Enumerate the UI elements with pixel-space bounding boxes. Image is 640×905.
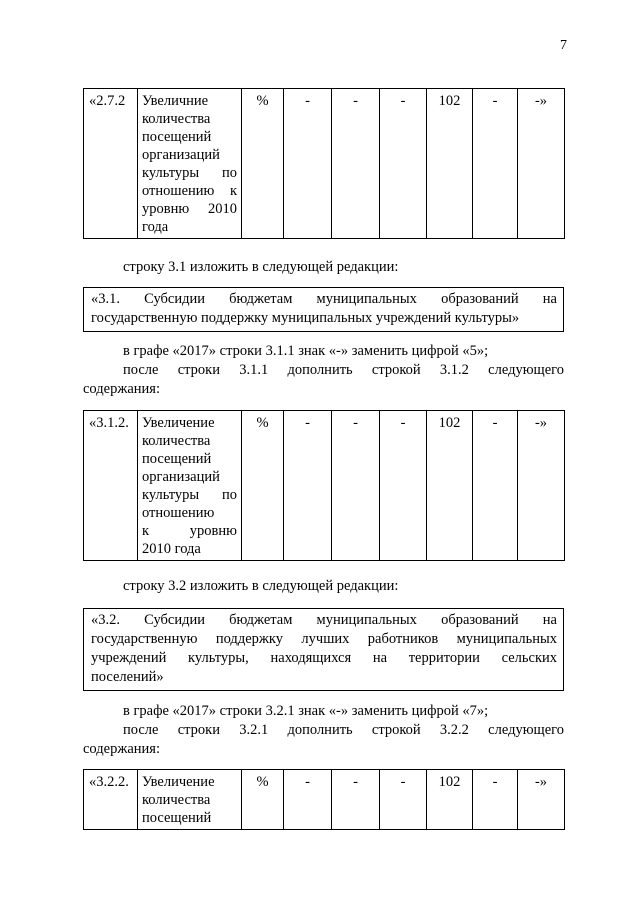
value-cell: -: [332, 770, 380, 830]
name-line: организаций: [142, 147, 220, 163]
unit-cell: %: [242, 411, 284, 561]
name-line: Увеличение: [142, 774, 215, 790]
name-line: количества: [142, 111, 211, 127]
table-row: [84, 770, 565, 830]
text-line: после строки 3.2.1 дополнить строкой 3.2.2 следующего: [123, 722, 564, 738]
text-line: содержания:: [83, 741, 161, 757]
value-cell: -: [380, 411, 427, 561]
paragraph-amend-3-1: [83, 342, 564, 399]
quoted-line: «3.1. Субсидии бюджетам муниципальных образований на: [91, 291, 557, 307]
row-name: [138, 770, 242, 830]
row-code: «3.1.2.: [84, 411, 138, 561]
name-line: культуры по: [142, 487, 237, 503]
name-line: к уровню: [142, 523, 237, 539]
value-cell: -: [284, 411, 332, 561]
table-row: [84, 89, 565, 239]
text-line: содержания:: [83, 381, 161, 397]
value-cell: -: [284, 89, 332, 239]
name-line: уровню 2010: [142, 201, 237, 217]
value-cell: -»: [518, 770, 565, 830]
row-code: «3.2.2.: [84, 770, 138, 830]
paragraph-instruction-3-1: строку 3.1 изложить в следующей редакции:: [123, 259, 399, 275]
row-name: [138, 89, 242, 239]
name-line: 2010 года: [142, 541, 201, 557]
name-line: Увеличние: [142, 93, 209, 109]
row-name: [138, 411, 242, 561]
name-line: количества: [142, 433, 211, 449]
value-cell: -: [473, 411, 518, 561]
value-cell: -: [380, 770, 427, 830]
text-line: в графе «2017» строки 3.2.1 знак «-» заменить цифрой «7»;: [123, 703, 489, 719]
page-number: 7: [560, 38, 567, 53]
name-line: посещений: [142, 451, 212, 467]
quoted-line: государственную поддержку муниципальных учреждений культуры»: [91, 310, 520, 326]
value-cell: -: [332, 89, 380, 239]
indicator-table-3-2-2: [83, 769, 565, 830]
quoted-row-3-2: [83, 608, 564, 691]
unit-cell: %: [242, 770, 284, 830]
name-line: посещений: [142, 129, 212, 145]
value-cell: -»: [518, 411, 565, 561]
name-line: отношению: [142, 505, 215, 521]
name-line: посещений: [142, 810, 212, 826]
row-code: «2.7.2: [84, 89, 138, 239]
text-line: в графе «2017» строки 3.1.1 знак «-» заменить цифрой «5»;: [123, 343, 489, 359]
value-cell: -: [473, 89, 518, 239]
quoted-row-3-1: [83, 287, 564, 332]
value-cell: 102: [427, 770, 473, 830]
indicator-table-3-1-2: [83, 410, 565, 561]
text-line: после строки 3.1.1 дополнить строкой 3.1.2 следующего: [123, 362, 564, 378]
name-line: организаций: [142, 469, 220, 485]
value-cell: -: [380, 89, 427, 239]
paragraph-instruction-3-2: строку 3.2 изложить в следующей редакции:: [123, 578, 399, 594]
name-line: отношению к: [142, 183, 237, 199]
name-line: Увеличение: [142, 415, 215, 431]
value-cell: -: [332, 411, 380, 561]
quoted-line: учреждений культуры, находящихся на территории сельских: [91, 650, 557, 666]
value-cell: 102: [427, 411, 473, 561]
name-line: количества: [142, 792, 211, 808]
value-cell: -»: [518, 89, 565, 239]
value-cell: -: [284, 770, 332, 830]
quoted-line: государственную поддержку лучших работников муниципальных: [91, 631, 557, 647]
value-cell: 102: [427, 89, 473, 239]
indicator-table-2-7-2: [83, 88, 565, 239]
quoted-line: «3.2. Субсидии бюджетам муниципальных образований на: [91, 612, 557, 628]
quoted-line: поселений»: [91, 669, 164, 685]
unit-cell: %: [242, 89, 284, 239]
paragraph-amend-3-2: [83, 702, 564, 759]
value-cell: -: [473, 770, 518, 830]
table-row: [84, 411, 565, 561]
name-line: года: [142, 219, 169, 235]
name-line: культуры по: [142, 165, 237, 181]
